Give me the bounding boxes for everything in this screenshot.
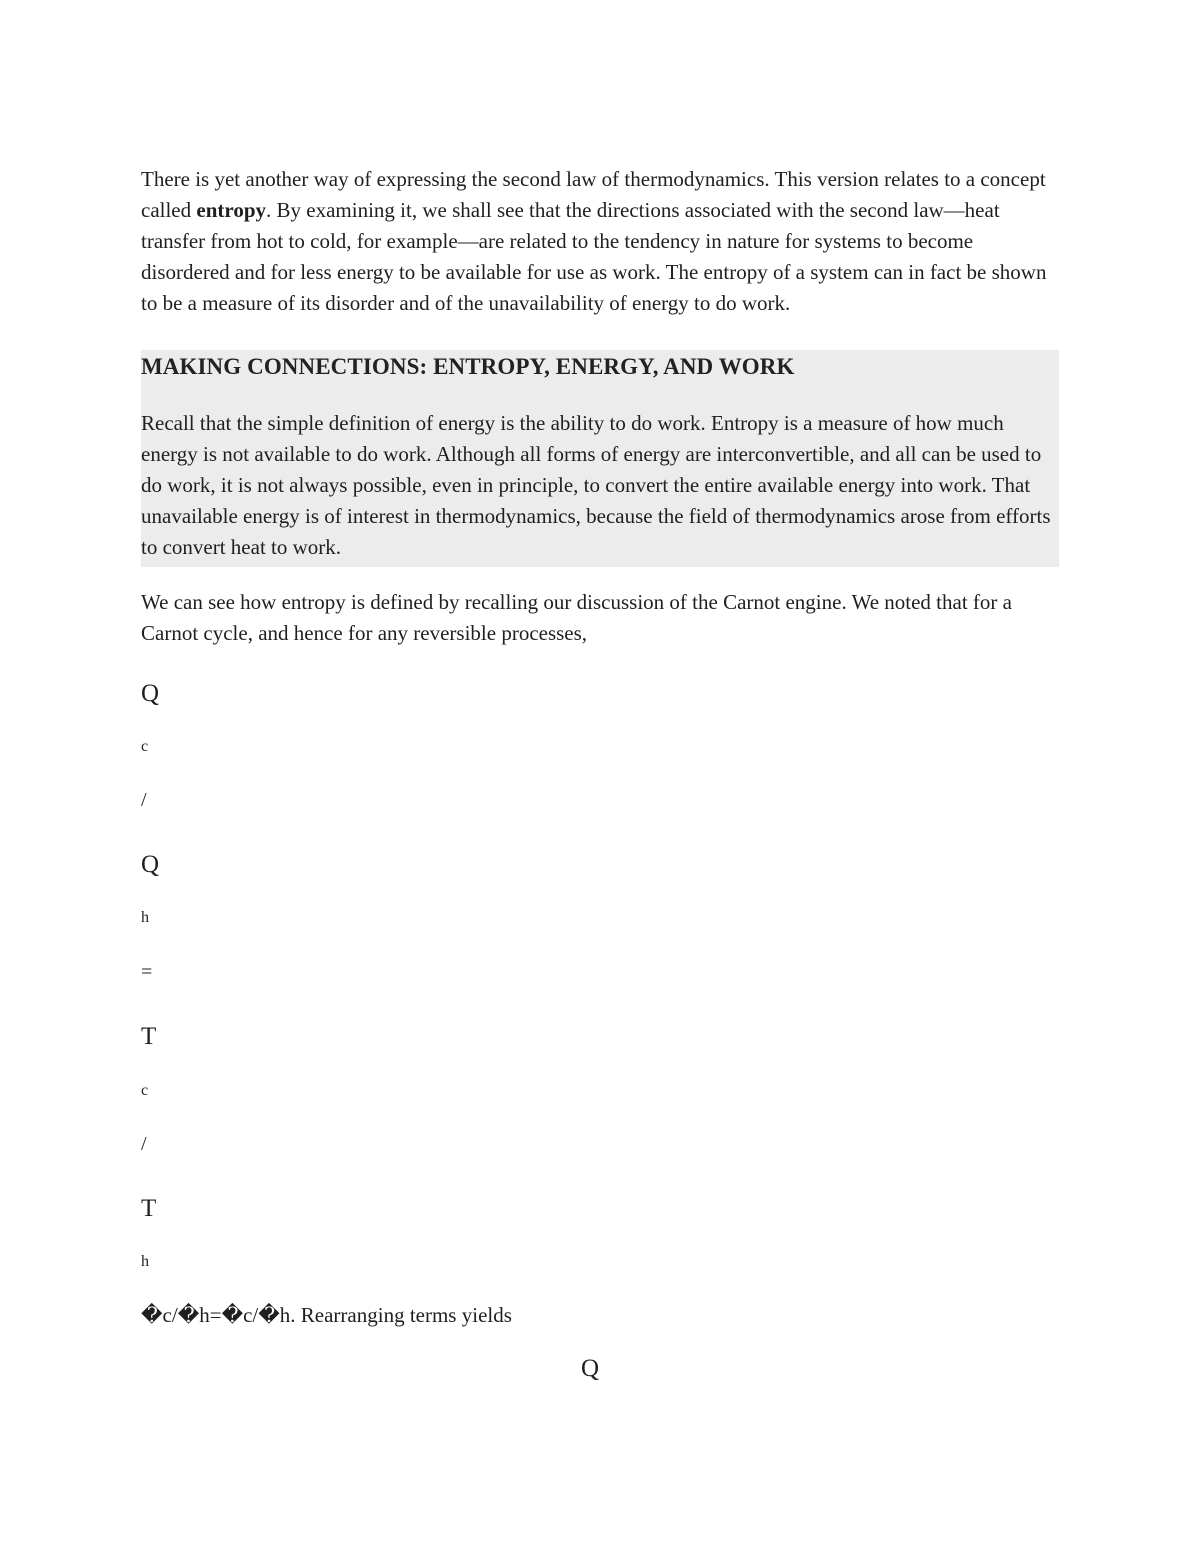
equation-token: h bbox=[141, 909, 149, 926]
carnot-paragraph: We can see how entropy is defined by recalling our discussion of the Carnot engine. We noted that for a Carnot cycle, and hence for any reversible processes, bbox=[141, 590, 1012, 645]
trailing-symbol: Q bbox=[581, 1355, 600, 1382]
equation-token: T bbox=[141, 1023, 157, 1050]
callout-body: Recall that the simple definition of energy is the ability to do work. Entropy is a measure of how much energy is not available to do work. Although all forms of energy are interconvertible, and all can be used to do work, it is not always possible, even in principle, to convert the entire available energy into work. That unavailable energy is of interest in thermodynamics, because the field of thermodynamics arose from efforts to convert heat to work. bbox=[141, 411, 1051, 559]
intro-paragraph bbox=[141, 164, 1056, 319]
equation-token: / bbox=[141, 789, 147, 811]
intro-text-before: There is yet another way of expressing the second law of thermodynamics. This version relates to a concept called bbox=[141, 167, 1046, 222]
equation-token: Q bbox=[141, 680, 160, 707]
equation-token: c bbox=[141, 738, 149, 755]
equation-token: T bbox=[141, 1195, 157, 1222]
entropy-term: entropy bbox=[196, 198, 267, 222]
equation-token: / bbox=[141, 1133, 147, 1155]
rearranging-text: �c/�h=�c/�h. Rearranging terms yields bbox=[141, 1303, 512, 1327]
callout-title: MAKING CONNECTIONS: ENTROPY, ENERGY, AND WORK bbox=[141, 354, 795, 379]
equation-token: c bbox=[141, 1082, 149, 1099]
equation-token: = bbox=[141, 961, 153, 983]
intro-text-after: . By examining it, we shall see that the directions associated with the second law—heat transfer from hot to cold, for example—are related to the tendency in nature for systems to become disordered and for less energy to be available for use as work. The entropy of a system can in fact be shown to be a measure of its disorder and of the unavailability of energy to do work. bbox=[141, 198, 1047, 315]
equation-token: h bbox=[141, 1253, 149, 1270]
equation-token: Q bbox=[141, 851, 160, 878]
